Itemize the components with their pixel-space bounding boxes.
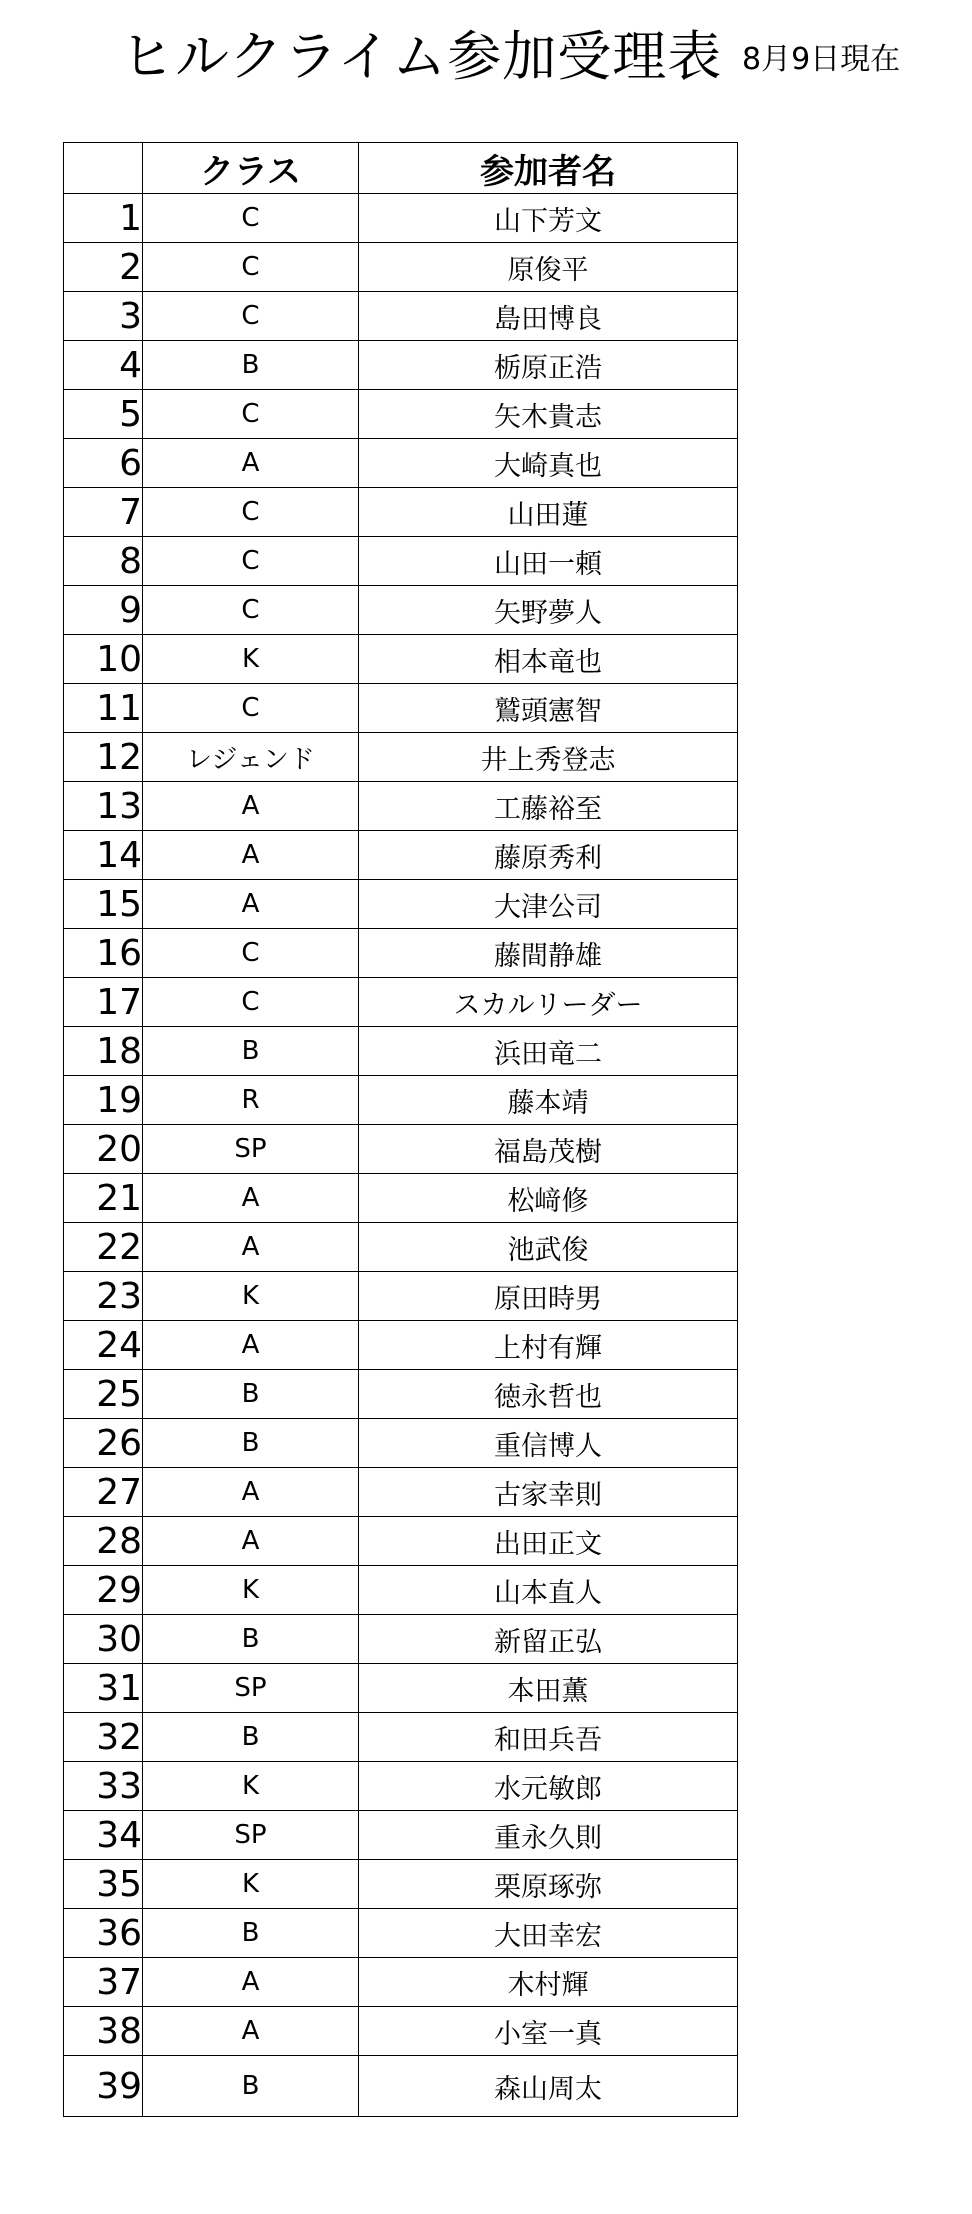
- class-cell: K: [143, 1272, 359, 1321]
- participant-name-cell: 藤間静雄: [359, 929, 738, 978]
- table-row: [64, 782, 738, 831]
- as-of-date: 8月9日現在: [742, 42, 901, 77]
- participant-table: [63, 142, 738, 2117]
- class-cell: A: [143, 439, 359, 488]
- participant-name-cell: 工藤裕至: [359, 782, 738, 831]
- participant-name-cell: 池武俊: [359, 1223, 738, 1272]
- class-cell: SP: [143, 1125, 359, 1174]
- table-row: [64, 586, 738, 635]
- number-column-header: [64, 143, 143, 194]
- table-row: [64, 1174, 738, 1223]
- entry-number-cell: 39: [64, 2056, 143, 2117]
- table-row: [64, 2056, 738, 2117]
- participant-name-cell: 矢木貴志: [359, 390, 738, 439]
- table-row: [64, 1076, 738, 1125]
- entry-number-cell: 7: [64, 488, 143, 537]
- participant-name-cell: 山本直人: [359, 1566, 738, 1615]
- table-row: [64, 978, 738, 1027]
- participant-name-cell: 矢野夢人: [359, 586, 738, 635]
- class-cell: B: [143, 1027, 359, 1076]
- participant-name-cell: 島田博良: [359, 292, 738, 341]
- participant-name-cell: 大崎真也: [359, 439, 738, 488]
- participant-name-cell: 山田蓮: [359, 488, 738, 537]
- entry-number-cell: 33: [64, 1762, 143, 1811]
- participant-name-cell: 古家幸則: [359, 1468, 738, 1517]
- participant-name-cell: 重信博人: [359, 1419, 738, 1468]
- entry-number-cell: 36: [64, 1909, 143, 1958]
- participant-name-cell: 藤本靖: [359, 1076, 738, 1125]
- class-cell: B: [143, 1615, 359, 1664]
- class-cell: C: [143, 292, 359, 341]
- table-row: [64, 1713, 738, 1762]
- participant-name-cell: 本田薫: [359, 1664, 738, 1713]
- entry-number-cell: 16: [64, 929, 143, 978]
- entry-number-cell: 24: [64, 1321, 143, 1370]
- participant-name-cell: 栗原琢弥: [359, 1860, 738, 1909]
- table-row: [64, 1762, 738, 1811]
- participant-name-cell: 大津公司: [359, 880, 738, 929]
- class-cell: R: [143, 1076, 359, 1125]
- participant-name-cell: 栃原正浩: [359, 341, 738, 390]
- class-cell: B: [143, 341, 359, 390]
- participant-name-cell: スカルリーダー: [359, 978, 738, 1027]
- entry-number-cell: 9: [64, 586, 143, 635]
- entry-number-cell: 2: [64, 243, 143, 292]
- class-cell: A: [143, 1321, 359, 1370]
- class-cell: K: [143, 1762, 359, 1811]
- entry-number-cell: 8: [64, 537, 143, 586]
- class-cell: C: [143, 194, 359, 243]
- participant-name-cell: 小室一真: [359, 2007, 738, 2056]
- page-title: ヒルクライム参加受理表: [120, 25, 723, 88]
- table-row: [64, 733, 738, 782]
- class-cell: A: [143, 831, 359, 880]
- entry-number-cell: 38: [64, 2007, 143, 2056]
- class-cell: C: [143, 929, 359, 978]
- table-row: [64, 390, 738, 439]
- entry-number-cell: 26: [64, 1419, 143, 1468]
- table-row: [64, 1321, 738, 1370]
- class-cell: C: [143, 586, 359, 635]
- entry-number-cell: 37: [64, 1958, 143, 2007]
- entry-number-cell: 34: [64, 1811, 143, 1860]
- entry-number-cell: 25: [64, 1370, 143, 1419]
- entry-number-cell: 27: [64, 1468, 143, 1517]
- entry-number-cell: 1: [64, 194, 143, 243]
- table-row: [64, 292, 738, 341]
- class-cell: SP: [143, 1664, 359, 1713]
- table-row: [64, 1517, 738, 1566]
- entry-number-cell: 5: [64, 390, 143, 439]
- table-row: [64, 1223, 738, 1272]
- table-row: [64, 1909, 738, 1958]
- entry-number-cell: 3: [64, 292, 143, 341]
- table-row: [64, 243, 738, 292]
- entry-number-cell: 21: [64, 1174, 143, 1223]
- class-cell: K: [143, 635, 359, 684]
- class-cell: B: [143, 2056, 359, 2117]
- table-row: [64, 341, 738, 390]
- table-row: [64, 1566, 738, 1615]
- class-cell: A: [143, 1958, 359, 2007]
- class-cell: K: [143, 1566, 359, 1615]
- participant-name-cell: 木村輝: [359, 1958, 738, 2007]
- table-row: [64, 684, 738, 733]
- entry-number-cell: 23: [64, 1272, 143, 1321]
- table-row: [64, 1419, 738, 1468]
- table-row: [64, 635, 738, 684]
- entry-number-cell: 14: [64, 831, 143, 880]
- entry-number-cell: 35: [64, 1860, 143, 1909]
- table-row: [64, 537, 738, 586]
- participant-name-cell: 藤原秀利: [359, 831, 738, 880]
- participant-name-cell: 徳永哲也: [359, 1370, 738, 1419]
- entry-number-cell: 28: [64, 1517, 143, 1566]
- participant-name-cell: 鷲頭憲智: [359, 684, 738, 733]
- participant-name-cell: 和田兵吾: [359, 1713, 738, 1762]
- participant-name-cell: 相本竜也: [359, 635, 738, 684]
- participant-name-cell: 出田正文: [359, 1517, 738, 1566]
- entry-number-cell: 29: [64, 1566, 143, 1615]
- table-row: [64, 1272, 738, 1321]
- entry-number-cell: 12: [64, 733, 143, 782]
- class-cell: C: [143, 978, 359, 1027]
- class-cell: C: [143, 243, 359, 292]
- participant-name-cell: 山田一頼: [359, 537, 738, 586]
- class-cell: B: [143, 1419, 359, 1468]
- entry-number-cell: 20: [64, 1125, 143, 1174]
- participant-name-cell: 水元敏郎: [359, 1762, 738, 1811]
- table-row: [64, 488, 738, 537]
- table-row: [64, 1958, 738, 2007]
- class-cell: A: [143, 880, 359, 929]
- participant-name-cell: 井上秀登志: [359, 733, 738, 782]
- participant-name-cell: 福島茂樹: [359, 1125, 738, 1174]
- class-cell: C: [143, 488, 359, 537]
- participant-name-cell: 森山周太: [359, 2056, 738, 2117]
- table-row: [64, 439, 738, 488]
- class-cell: B: [143, 1370, 359, 1419]
- table-row: [64, 1860, 738, 1909]
- entry-number-cell: 15: [64, 880, 143, 929]
- entry-number-cell: 13: [64, 782, 143, 831]
- participant-name-cell: 原田時男: [359, 1272, 738, 1321]
- participant-name-cell: 原俊平: [359, 243, 738, 292]
- participant-name-cell: 上村有輝: [359, 1321, 738, 1370]
- entry-number-cell: 4: [64, 341, 143, 390]
- table-row: [64, 1125, 738, 1174]
- class-cell: A: [143, 1517, 359, 1566]
- participant-name-cell: 浜田竜二: [359, 1027, 738, 1076]
- class-cell: A: [143, 782, 359, 831]
- entry-number-cell: 11: [64, 684, 143, 733]
- class-cell: C: [143, 684, 359, 733]
- entry-number-cell: 30: [64, 1615, 143, 1664]
- class-cell: レジェンド: [143, 733, 359, 782]
- participant-name-cell: 松﨑修: [359, 1174, 738, 1223]
- participant-name-cell: 重永久則: [359, 1811, 738, 1860]
- class-cell: SP: [143, 1811, 359, 1860]
- class-cell: C: [143, 537, 359, 586]
- table-row: [64, 1811, 738, 1860]
- table-row: [64, 1615, 738, 1664]
- entry-number-cell: 17: [64, 978, 143, 1027]
- class-cell: A: [143, 2007, 359, 2056]
- participant-name-cell: 新留正弘: [359, 1615, 738, 1664]
- table-row: [64, 929, 738, 978]
- table-row: [64, 1468, 738, 1517]
- class-cell: A: [143, 1223, 359, 1272]
- entry-number-cell: 10: [64, 635, 143, 684]
- entry-number-cell: 6: [64, 439, 143, 488]
- class-column-header: クラス: [143, 143, 359, 194]
- participant-name-cell: 山下芳文: [359, 194, 738, 243]
- participant-name-cell: 大田幸宏: [359, 1909, 738, 1958]
- class-cell: A: [143, 1174, 359, 1223]
- class-cell: A: [143, 1468, 359, 1517]
- class-cell: B: [143, 1713, 359, 1762]
- entry-number-cell: 32: [64, 1713, 143, 1762]
- class-cell: C: [143, 390, 359, 439]
- entry-number-cell: 31: [64, 1664, 143, 1713]
- entry-number-cell: 19: [64, 1076, 143, 1125]
- table-row: [64, 1664, 738, 1713]
- name-column-header: 参加者名: [359, 143, 738, 194]
- class-cell: B: [143, 1909, 359, 1958]
- table-row: [64, 2007, 738, 2056]
- table-row: [64, 831, 738, 880]
- table-row: [64, 1370, 738, 1419]
- table-row: [64, 880, 738, 929]
- table-header-row: [64, 143, 738, 194]
- class-cell: K: [143, 1860, 359, 1909]
- table-row: [64, 1027, 738, 1076]
- entry-number-cell: 18: [64, 1027, 143, 1076]
- table-row: [64, 194, 738, 243]
- table-body: [64, 194, 738, 2117]
- entry-number-cell: 22: [64, 1223, 143, 1272]
